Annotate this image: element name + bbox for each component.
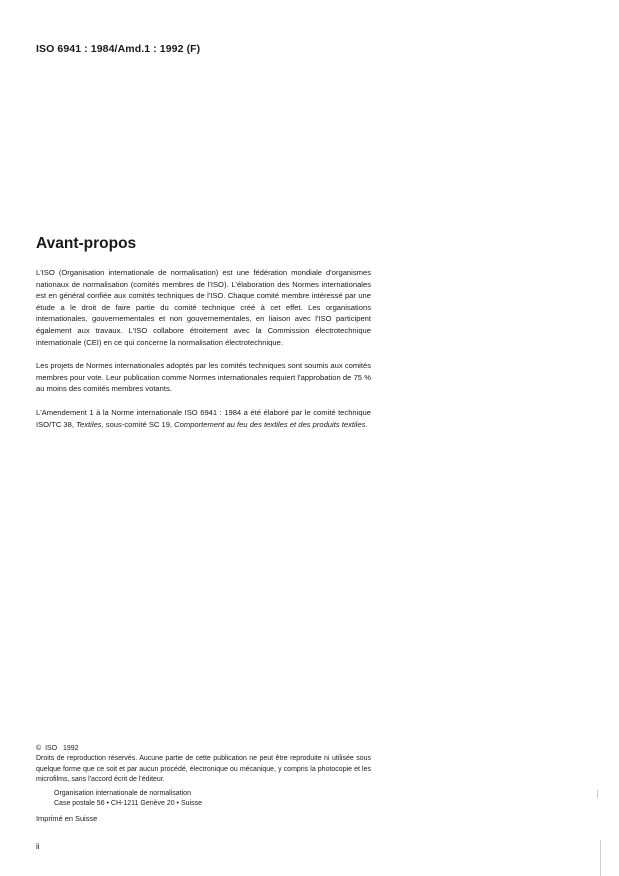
organisation-address-block [54,789,371,810]
document-reference: ISO 6941 : 1984/Amd.1 : 1992 (F) [36,43,201,55]
copyright-line [36,744,371,754]
committee-name: Textiles [76,419,102,429]
scan-edge-mark [597,790,598,798]
organisation-address: Case postale 56 • CH-1211 Genève 20 • Suisse [54,800,202,808]
foreword-body [36,267,371,442]
copyright-symbol: © [36,745,42,752]
organisation-name: Organisation internationale de normalisation [54,790,191,798]
copyright-year: 1992 [62,745,79,752]
scan-edge-mark [600,840,601,876]
copyright-block [36,744,371,824]
subcommittee-name: Comportement au feu des textiles et des produits textiles [174,419,366,429]
amendment-text-2: , sous-comité SC 19, [101,419,175,429]
paragraph-adoption: Les projets de Normes internationales adoptés par les comités techniques sont soumis aux comités membres pour vote. Leur publication comme Normes internationales requiert l'approbation de 75 % au moins des comités membres votants. [36,361,371,394]
copyright-owner: ISO [45,745,58,752]
printed-in: Imprimé en Suisse [36,813,98,823]
page-title: Avant-propos [36,235,137,252]
paragraph-iso-organisation: L'ISO (Organisation internationale de normalisation) est une fédération mondiale d'organismes nationaux de normalisation (comités membres de l'ISO). L'élaboration des Normes internationales est en général confiée aux comités techniques de l'ISO. Chaque comité membre intéressé par une étude a le droit de faire partie du comité technique créé à cet effet. Les organisations internationales, gouvernementales et non gouvernementales, en liaison avec l'ISO participent également aux travaux. L'ISO collabore étroitement avec la Commission électrotechnique internationale (CEI) en ce qui concerne la normalisation électrotechnique. [36,268,371,347]
paragraph-amendment [36,407,371,430]
page-number: ii [36,842,40,851]
amendment-text-3: . [365,419,368,429]
rights-statement: Droits de reproduction réservés. Aucune partie de cette publication ne peut être reproduite ni utilisée sous quelque forme que ce soit et par aucun procédé, électronique ou mécanique, y compris la photocopie et les microfilms, sans l'accord écrit de l'éditeur. [36,755,371,783]
amendment-text-1: L'Amendement 1 à la Norme internationale ISO 6941 : 1984 a été élaboré par le comité technique ISO/TC 38, [36,407,371,429]
